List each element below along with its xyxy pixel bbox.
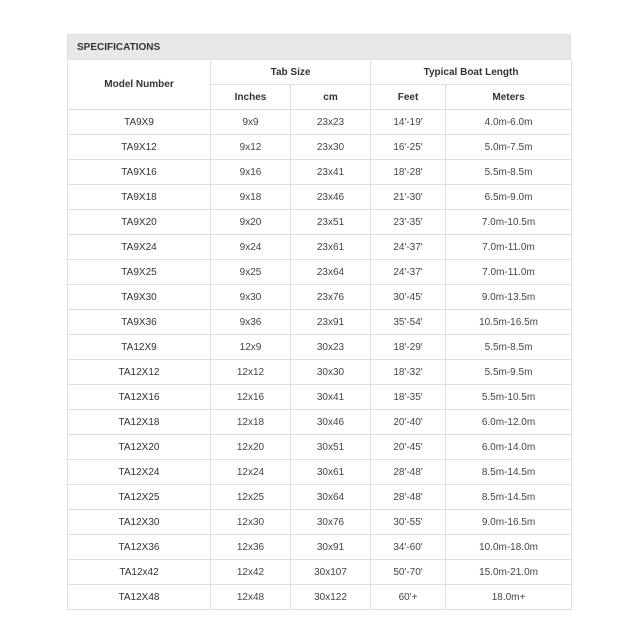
table-row [68,385,572,410]
cell-tab-size-inches: 12x20 [211,435,291,460]
cell-tab-size-cm: 30x23 [291,335,371,360]
cell-tab-size-inches: 9x9 [211,110,291,135]
cell-tab-size-inches: 12x42 [211,560,291,585]
table-row [68,310,572,335]
cell-model-number: TA12X20 [68,435,211,460]
cell-tab-size-cm: 23x61 [291,235,371,260]
table-row [68,185,572,210]
cell-boat-length-feet: 23'-35' [371,210,446,235]
cell-boat-length-meters: 4.0m-6.0m [446,110,572,135]
cell-model-number: TA9X12 [68,135,211,160]
cell-boat-length-feet: 20'-45' [371,435,446,460]
table-body [68,110,572,610]
cell-boat-length-meters: 8.5m-14.5m [446,460,572,485]
cell-boat-length-feet: 21'-30' [371,185,446,210]
cell-tab-size-cm: 30x41 [291,385,371,410]
cell-boat-length-meters: 5.5m-10.5m [446,385,572,410]
cell-tab-size-inches: 9x18 [211,185,291,210]
cell-boat-length-feet: 20'-40' [371,410,446,435]
cell-tab-size-inches: 9x16 [211,160,291,185]
table-row [68,260,572,285]
cell-model-number: TA12X25 [68,485,211,510]
cell-model-number: TA9X30 [68,285,211,310]
cell-tab-size-cm: 23x41 [291,160,371,185]
header-meters: Meters [446,85,572,110]
cell-tab-size-cm: 30x30 [291,360,371,385]
table-row [68,210,572,235]
cell-model-number: TA9X25 [68,260,211,285]
table-row [68,235,572,260]
cell-model-number: TA12X24 [68,460,211,485]
cell-tab-size-cm: 30x76 [291,510,371,535]
cell-tab-size-cm: 23x91 [291,310,371,335]
cell-boat-length-feet: 18'-29' [371,335,446,360]
cell-boat-length-meters: 6.5m-9.0m [446,185,572,210]
cell-boat-length-feet: 28'-48' [371,460,446,485]
specifications-panel [67,34,571,610]
table-header [68,60,572,110]
table-row [68,460,572,485]
cell-model-number: TA12X12 [68,360,211,385]
header-feet: Feet [371,85,446,110]
cell-model-number: TA9X9 [68,110,211,135]
cell-boat-length-meters: 6.0m-12.0m [446,410,572,435]
cell-model-number: TA9X16 [68,160,211,185]
cell-boat-length-feet: 18'-35' [371,385,446,410]
table-row [68,285,572,310]
cell-boat-length-meters: 7.0m-11.0m [446,260,572,285]
header-inches: Inches [211,85,291,110]
table-row [68,410,572,435]
cell-boat-length-feet: 50'-70' [371,560,446,585]
cell-model-number: TA9X18 [68,185,211,210]
cell-model-number: TA12X16 [68,385,211,410]
cell-boat-length-meters: 15.0m-21.0m [446,560,572,585]
cell-tab-size-inches: 9x24 [211,235,291,260]
table-row [68,335,572,360]
cell-boat-length-meters: 8.5m-14.5m [446,485,572,510]
cell-boat-length-meters: 10.5m-16.5m [446,310,572,335]
cell-model-number: TA12X9 [68,335,211,360]
table-row [68,485,572,510]
cell-tab-size-inches: 12x25 [211,485,291,510]
cell-tab-size-cm: 30x51 [291,435,371,460]
cell-tab-size-inches: 12x30 [211,510,291,535]
cell-model-number: TA9X20 [68,210,211,235]
cell-tab-size-inches: 12x16 [211,385,291,410]
table-row [68,135,572,160]
cell-tab-size-inches: 12x9 [211,335,291,360]
cell-tab-size-inches: 12x12 [211,360,291,385]
cell-boat-length-feet: 24'-37' [371,260,446,285]
cell-boat-length-meters: 9.0m-16.5m [446,510,572,535]
cell-tab-size-inches: 12x24 [211,460,291,485]
cell-boat-length-meters: 5.0m-7.5m [446,135,572,160]
cell-boat-length-feet: 34'-60' [371,535,446,560]
cell-boat-length-meters: 9.0m-13.5m [446,285,572,310]
cell-tab-size-cm: 30x61 [291,460,371,485]
cell-tab-size-cm: 30x122 [291,585,371,610]
cell-boat-length-feet: 30'-45' [371,285,446,310]
cell-tab-size-cm: 30x107 [291,560,371,585]
section-title: SPECIFICATIONS [67,34,571,59]
cell-model-number: TA9X36 [68,310,211,335]
cell-tab-size-cm: 30x46 [291,410,371,435]
cell-boat-length-feet: 18'-32' [371,360,446,385]
cell-boat-length-feet: 24'-37' [371,235,446,260]
cell-boat-length-feet: 14'-19' [371,110,446,135]
cell-boat-length-meters: 6.0m-14.0m [446,435,572,460]
cell-model-number: TA9X24 [68,235,211,260]
cell-tab-size-inches: 9x20 [211,210,291,235]
table-row [68,535,572,560]
header-model-number: Model Number [68,60,211,110]
cell-boat-length-feet: 35'-54' [371,310,446,335]
table-row [68,160,572,185]
cell-model-number: TA12X36 [68,535,211,560]
cell-tab-size-cm: 23x23 [291,110,371,135]
header-cm: cm [291,85,371,110]
specifications-table [67,59,572,610]
cell-model-number: TA12X18 [68,410,211,435]
cell-tab-size-inches: 12x36 [211,535,291,560]
cell-tab-size-inches: 9x30 [211,285,291,310]
cell-tab-size-inches: 9x36 [211,310,291,335]
cell-boat-length-meters: 5.5m-9.5m [446,360,572,385]
cell-model-number: TA12X48 [68,585,211,610]
cell-tab-size-cm: 23x51 [291,210,371,235]
table-row [68,110,572,135]
table-row [68,560,572,585]
cell-boat-length-feet: 18'-28' [371,160,446,185]
cell-boat-length-feet: 28'-48' [371,485,446,510]
cell-tab-size-cm: 30x91 [291,535,371,560]
table-row [68,510,572,535]
cell-tab-size-inches: 12x48 [211,585,291,610]
table-row [68,585,572,610]
table-row [68,435,572,460]
cell-boat-length-feet: 60'+ [371,585,446,610]
cell-boat-length-meters: 5.5m-8.5m [446,335,572,360]
cell-tab-size-cm: 23x30 [291,135,371,160]
cell-boat-length-meters: 5.5m-8.5m [446,160,572,185]
cell-tab-size-inches: 12x18 [211,410,291,435]
cell-boat-length-feet: 30'-55' [371,510,446,535]
cell-model-number: TA12x42 [68,560,211,585]
cell-tab-size-inches: 9x25 [211,260,291,285]
cell-tab-size-cm: 23x64 [291,260,371,285]
table-row [68,360,572,385]
cell-tab-size-inches: 9x12 [211,135,291,160]
cell-tab-size-cm: 23x76 [291,285,371,310]
cell-model-number: TA12X30 [68,510,211,535]
cell-boat-length-meters: 10.0m-18.0m [446,535,572,560]
cell-tab-size-cm: 23x46 [291,185,371,210]
header-tab-size: Tab Size [211,60,371,85]
cell-boat-length-meters: 18.0m+ [446,585,572,610]
cell-boat-length-meters: 7.0m-10.5m [446,210,572,235]
cell-boat-length-meters: 7.0m-11.0m [446,235,572,260]
cell-tab-size-cm: 30x64 [291,485,371,510]
header-typical-boat-length: Typical Boat Length [371,60,572,85]
cell-boat-length-feet: 16'-25' [371,135,446,160]
